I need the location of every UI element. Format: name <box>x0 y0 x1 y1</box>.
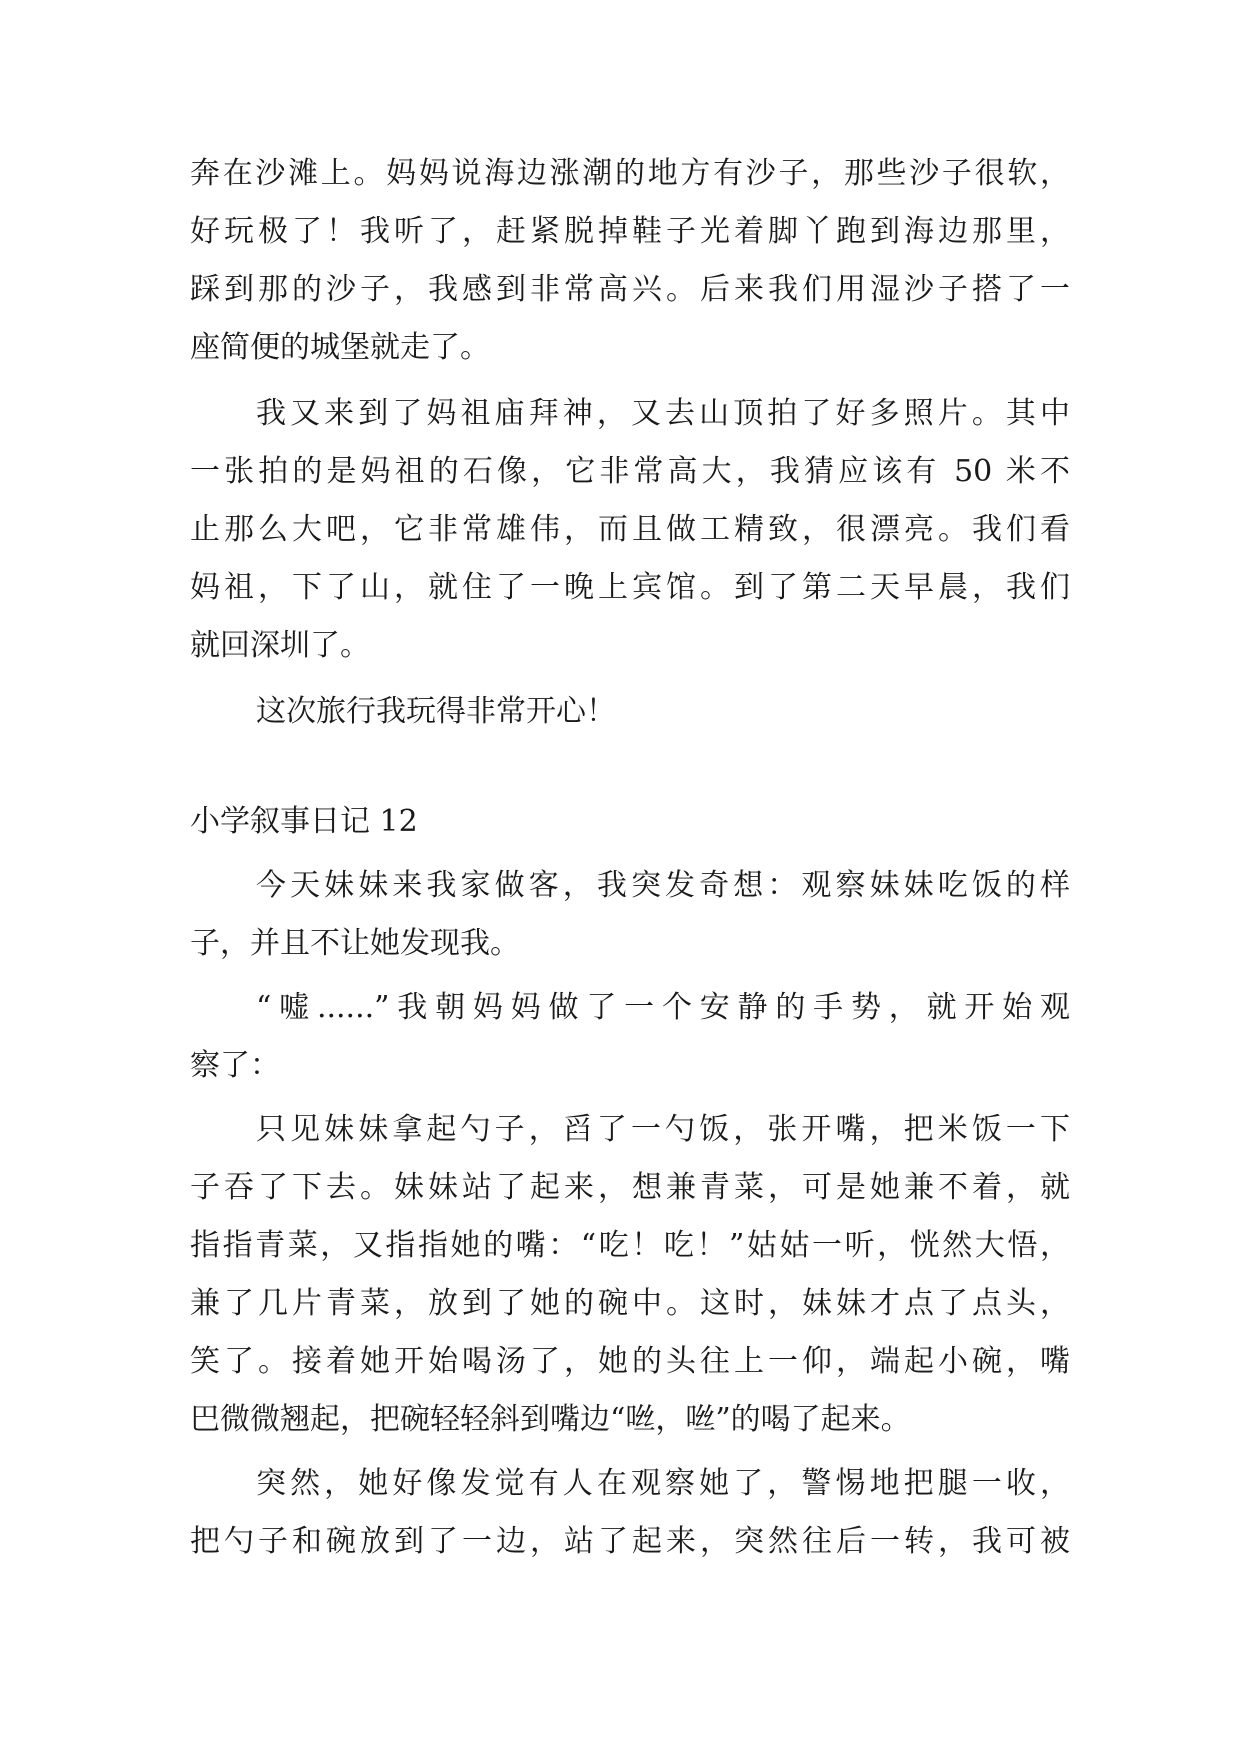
paragraph-line: 察了： <box>190 1048 280 1083</box>
paragraph-line: 只见妹妹拿起勺子，舀了一勺饭，张开嘴，把米饭一下 <box>256 1112 1070 1147</box>
paragraph-line: 把勺子和碗放到了一边，站了起来，突然往后一转，我可被 <box>190 1524 1070 1559</box>
paragraph-line: 踩到那的沙子，我感到非常高兴。后来我们用湿沙子搭了一 <box>190 272 1070 307</box>
paragraph-line: 突然，她好像发觉有人在观察她了，警惕地把腿一收， <box>256 1466 1070 1501</box>
paragraph-line: 就回深圳了。 <box>190 628 370 663</box>
paragraph-line: 我又来到了妈祖庙拜神，又去山顶拍了好多照片。其中 <box>256 396 1070 431</box>
paragraph-line: 奔在沙滩上。妈妈说海边涨潮的地方有沙子，那些沙子很软， <box>190 156 1070 191</box>
paragraph-line: 座简便的城堡就走了。 <box>190 330 490 365</box>
paragraph-line: 笑了。接着她开始喝汤了，她的头往上一仰，端起小碗，嘴 <box>190 1344 1070 1379</box>
section-heading: 小学叙事日记 12 <box>190 804 418 839</box>
paragraph-line: 止那么大吧，它非常雄伟，而且做工精致，很漂亮。我们看 <box>190 512 1070 547</box>
paragraph-line: 妈祖，下了山，就住了一晚上宾馆。到了第二天早晨，我们 <box>190 570 1070 605</box>
paragraph-line: 子，并且不让她发现我。 <box>190 926 520 961</box>
paragraph-line: “嘘......”我朝妈妈做了一个安静的手势，就开始观 <box>256 990 1070 1025</box>
paragraph-line: 子吞了下去。妹妹站了起来，想兼青菜，可是她兼不着，就 <box>190 1170 1070 1205</box>
paragraph-line: 一张拍的是妈祖的石像，它非常高大，我猜应该有 50 米不 <box>190 454 1070 489</box>
paragraph-line: 兼了几片青菜，放到了她的碗中。这时，妹妹才点了点头， <box>190 1286 1070 1321</box>
paragraph-line: 好玩极了！我听了，赶紧脱掉鞋子光着脚丫跑到海边那里， <box>190 214 1070 249</box>
paragraph-line: 这次旅行我玩得非常开心！ <box>256 694 616 729</box>
paragraph-line: 今天妹妹来我家做客，我突发奇想：观察妹妹吃饭的样 <box>256 868 1070 903</box>
paragraph-line: 巴微微翘起，把碗轻轻斜到嘴边“咝，咝”的喝了起来。 <box>190 1402 911 1437</box>
paragraph-line: 指指青菜，又指指她的嘴：“吃！吃！”姑姑一听，恍然大悟， <box>190 1228 1070 1263</box>
